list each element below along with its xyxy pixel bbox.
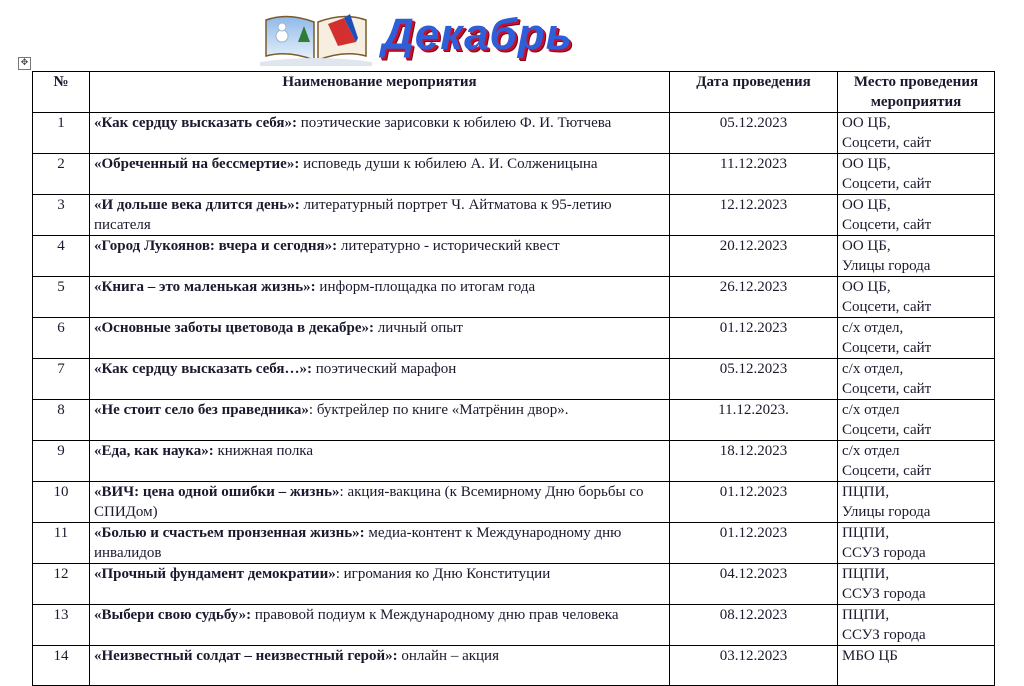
event-date: 11.12.2023. — [670, 400, 838, 441]
event-title: «Прочный фундамент демократии» — [94, 566, 336, 582]
header-number: № — [33, 72, 90, 113]
event-date: 01.12.2023 — [670, 523, 838, 564]
event-title: «Болью и счастьем пронзенная жизнь»: — [94, 525, 365, 541]
page-header — [258, 6, 678, 68]
event-name — [90, 113, 670, 154]
event-description: онлайн – акция — [397, 648, 499, 664]
event-title: «Неизвестный солдат – неизвестный герой»: — [94, 648, 398, 664]
row-number: 12 — [33, 564, 90, 605]
place-line-1: с/х отдел — [842, 443, 900, 459]
place-line-1: ОО ЦБ, — [842, 279, 891, 295]
event-name — [90, 523, 670, 564]
event-title: «И дольше века длится день»: — [94, 197, 300, 213]
event-name — [90, 195, 670, 236]
event-place — [838, 482, 995, 523]
table-row — [33, 236, 995, 277]
event-place — [838, 113, 995, 154]
row-number: 6 — [33, 318, 90, 359]
event-name — [90, 605, 670, 646]
event-name — [90, 400, 670, 441]
place-line-1: с/х отдел, — [842, 361, 904, 377]
table-row — [33, 359, 995, 400]
event-title: «Обреченный на бессмертие»: — [94, 156, 300, 172]
place-line-2: Улицы города — [842, 258, 931, 274]
winter-book-illustration — [258, 6, 374, 68]
place-line-1: ОО ЦБ, — [842, 156, 891, 172]
row-number: 5 — [33, 277, 90, 318]
table-row — [33, 646, 995, 686]
event-description: информ-площадка по итогам года — [315, 279, 536, 295]
event-date: 26.12.2023 — [670, 277, 838, 318]
event-description: правовой подиум к Международному дню прав человека — [251, 607, 619, 623]
row-number: 11 — [33, 523, 90, 564]
row-number: 3 — [33, 195, 90, 236]
event-place — [838, 400, 995, 441]
event-title: «Город Лукоянов: вчера и сегодня»: — [94, 238, 338, 254]
event-place — [838, 195, 995, 236]
event-date: 11.12.2023 — [670, 154, 838, 195]
event-place — [838, 318, 995, 359]
event-name — [90, 359, 670, 400]
event-title: «Как сердцу высказать себя»: — [94, 115, 298, 131]
place-line-2: Соцсети, сайт — [842, 299, 932, 315]
event-description: : буктрейлер по книге «Матрёнин двор». — [308, 402, 569, 418]
events-table — [32, 71, 995, 686]
table-row — [33, 523, 995, 564]
event-name — [90, 318, 670, 359]
place-line-2: Соцсети, сайт — [842, 381, 932, 397]
event-date: 05.12.2023 — [670, 359, 838, 400]
event-date: 20.12.2023 — [670, 236, 838, 277]
table-row — [33, 154, 995, 195]
page-title: Декабрь — [382, 10, 573, 59]
event-description: поэтические зарисовки к юбилею Ф. И. Тютчева — [297, 115, 612, 131]
event-date: 03.12.2023 — [670, 646, 838, 686]
place-line-1: с/х отдел — [842, 402, 900, 418]
event-description: книжная полка — [213, 443, 314, 459]
event-date: 01.12.2023 — [670, 318, 838, 359]
event-place — [838, 605, 995, 646]
event-place — [838, 236, 995, 277]
row-number: 1 — [33, 113, 90, 154]
table-row — [33, 564, 995, 605]
event-description: литературно - исторический квест — [337, 238, 560, 254]
place-line-2: Соцсети, сайт — [842, 217, 932, 233]
event-description: медиа-контент к Международному дню инвалидов — [94, 525, 622, 561]
event-title: «Не стоит село без праведника» — [94, 402, 309, 418]
table-row — [33, 400, 995, 441]
row-number: 4 — [33, 236, 90, 277]
event-title: «Как сердцу высказать себя…»: — [94, 361, 313, 377]
row-number: 10 — [33, 482, 90, 523]
table-row — [33, 605, 995, 646]
place-line-1: ОО ЦБ, — [842, 197, 891, 213]
place-line-2: Соцсети, сайт — [842, 135, 932, 151]
place-line-2: ССУЗ города — [842, 586, 926, 602]
row-number: 13 — [33, 605, 90, 646]
header-event-name: Наименование мероприятия — [90, 72, 670, 113]
event-date: 08.12.2023 — [670, 605, 838, 646]
event-date: 05.12.2023 — [670, 113, 838, 154]
event-title: «ВИЧ: цена одной ошибки – жизнь» — [94, 484, 340, 500]
event-place — [838, 277, 995, 318]
header-date: Дата проведения — [670, 72, 838, 113]
event-name — [90, 277, 670, 318]
event-name — [90, 441, 670, 482]
table-row — [33, 113, 995, 154]
event-place — [838, 564, 995, 605]
event-title: «Выбери свою судьбу»: — [94, 607, 252, 623]
event-date: 04.12.2023 — [670, 564, 838, 605]
event-name — [90, 646, 670, 686]
place-line-1: ПЦПИ, — [842, 525, 890, 541]
table-row — [33, 195, 995, 236]
row-number: 9 — [33, 441, 90, 482]
place-line-1: с/х отдел, — [842, 320, 904, 336]
event-place — [838, 154, 995, 195]
row-number: 7 — [33, 359, 90, 400]
event-place — [838, 523, 995, 564]
table-row — [33, 318, 995, 359]
event-title: «Основные заботы цветовода в декабре»: — [94, 320, 375, 336]
table-header-row — [33, 72, 995, 113]
event-title: «Еда, как наука»: — [94, 443, 214, 459]
event-place — [838, 359, 995, 400]
event-description: личный опыт — [374, 320, 463, 336]
event-date: 01.12.2023 — [670, 482, 838, 523]
event-place — [838, 646, 995, 686]
table-row — [33, 277, 995, 318]
event-title: «Книга – это маленькая жизнь»: — [94, 279, 316, 295]
place-line-2: Соцсети, сайт — [842, 422, 932, 438]
row-number: 2 — [33, 154, 90, 195]
table-row — [33, 482, 995, 523]
place-line-1: ПЦПИ, — [842, 566, 890, 582]
table-move-handle-icon[interactable]: ✥ — [18, 57, 31, 70]
event-description: литературный портрет Ч. Айтматова к 95-летию писателя — [94, 197, 612, 233]
table-row — [33, 441, 995, 482]
event-description: поэтический марафон — [312, 361, 457, 377]
place-line-1: ОО ЦБ, — [842, 115, 891, 131]
place-line-2: ССУЗ города — [842, 545, 926, 561]
event-description: исповедь души к юбилею А. И. Солженицына — [299, 156, 598, 172]
place-line-1: МБО ЦБ — [842, 648, 898, 664]
event-name — [90, 564, 670, 605]
place-line-2: Соцсети, сайт — [842, 463, 932, 479]
row-number: 14 — [33, 646, 90, 686]
event-description: : акция-вакцина (к Всемирному Дню борьбы со СПИДом) — [94, 484, 644, 520]
row-number: 8 — [33, 400, 90, 441]
header-place: Место проведения мероприятия — [838, 72, 995, 113]
event-description: : игромания ко Дню Конституции — [335, 566, 551, 582]
event-name — [90, 482, 670, 523]
event-name — [90, 154, 670, 195]
place-line-1: ОО ЦБ, — [842, 238, 891, 254]
place-line-2: Улицы города — [842, 504, 931, 520]
place-line-2: Соцсети, сайт — [842, 176, 932, 192]
event-date: 12.12.2023 — [670, 195, 838, 236]
place-line-2: Соцсети, сайт — [842, 340, 932, 356]
place-line-2: ССУЗ города — [842, 627, 926, 643]
place-line-1: ПЦПИ, — [842, 607, 890, 623]
event-date: 18.12.2023 — [670, 441, 838, 482]
event-place — [838, 441, 995, 482]
place-line-1: ПЦПИ, — [842, 484, 890, 500]
event-name — [90, 236, 670, 277]
